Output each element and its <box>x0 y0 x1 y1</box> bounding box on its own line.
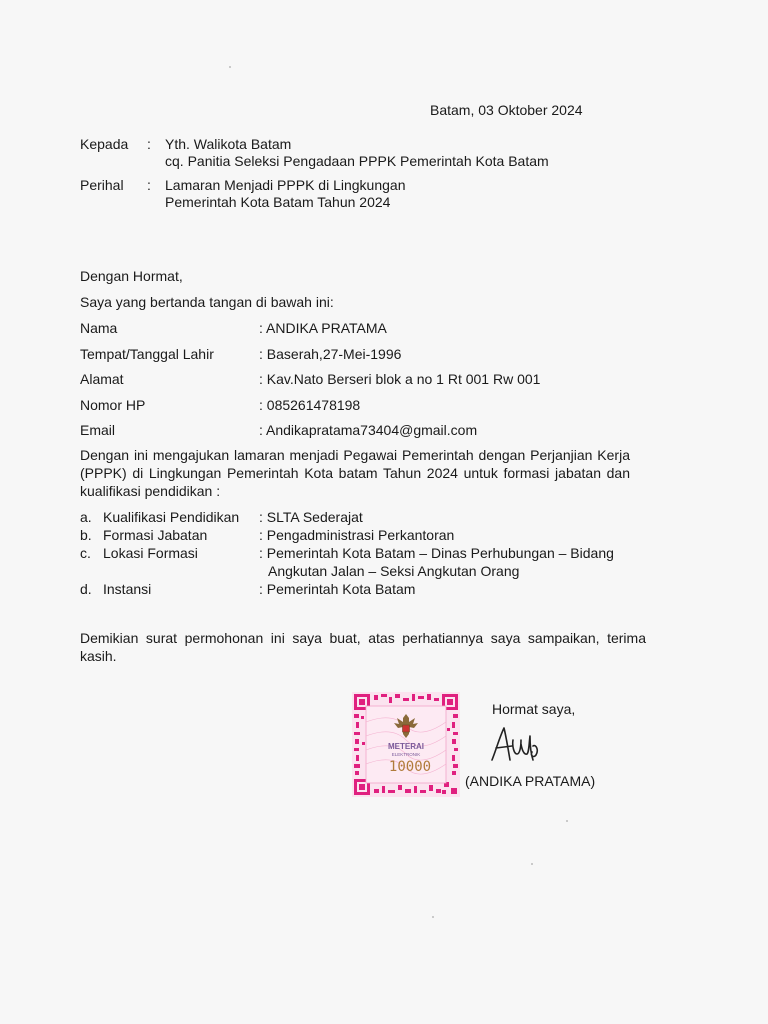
identity-value: : Andikapratama73404@gmail.com <box>259 422 478 438</box>
signatory-name: (ANDIKA PRATAMA) <box>465 773 596 789</box>
detail-label: Instansi <box>103 581 152 597</box>
identity-value: : ANDIKA PRATAMA <box>259 320 387 336</box>
detail-value: : Pemerintah Kota Batam <box>259 581 416 597</box>
perihal-colon: : <box>147 177 151 193</box>
application-paragraph: Dengan ini mengajukan lamaran menjadi Pegawai Pemerintah dengan Perjanjian Kerja (PPPK) di Lingkungan Pemerintah Kota batam Tahun 2024 untuk formasi jabatan dan kualifikasi pendidikan : <box>80 447 630 499</box>
detail-value-continuation: Angkutan Jalan – Seksi Angkutan Orang <box>268 563 520 579</box>
sign-off: Hormat saya, <box>492 701 576 717</box>
kepada-colon: : <box>147 136 151 152</box>
identity-label: Tempat/Tanggal Lahir <box>80 346 214 362</box>
stamp-value: 10000 <box>388 759 432 775</box>
identity-label: Email <box>80 422 116 438</box>
scan-speck <box>432 916 434 918</box>
scan-speck <box>566 820 568 822</box>
intro-line: Saya yang bertanda tangan di bawah ini: <box>80 294 334 310</box>
detail-marker: b. <box>80 527 92 543</box>
recipient-line-1: Yth. Walikota Batam <box>165 136 292 152</box>
detail-value: : Pemerintah Kota Batam – Dinas Perhubungan – Bidang <box>259 545 614 561</box>
detail-marker: c. <box>80 545 91 561</box>
subject-line-2: Pemerintah Kota Batam Tahun 2024 <box>165 194 391 210</box>
detail-label: Formasi Jabatan <box>103 527 208 543</box>
closing-paragraph: Demikian surat permohonan ini saya buat, atas perhatiannya saya sampaikan, terima kasih. <box>80 630 646 664</box>
date-line: Batam, 03 Oktober 2024 <box>430 102 583 118</box>
identity-label: Nama <box>80 320 118 336</box>
detail-value: : Pengadministrasi Perkantoran <box>259 527 455 543</box>
stamp-label: METERAI <box>388 742 424 751</box>
detail-value: : SLTA Sederajat <box>259 509 363 525</box>
identity-value: : Baserah,27-Mei-1996 <box>259 346 402 362</box>
identity-label: Nomor HP <box>80 397 146 413</box>
detail-marker: d. <box>80 581 92 597</box>
identity-label: Alamat <box>80 371 124 387</box>
scan-speck <box>531 863 533 865</box>
perihal-label: Perihal <box>80 177 124 193</box>
recipient-line-2: cq. Panitia Seleksi Pengadaan PPPK Pemerintah Kota Batam <box>165 153 549 169</box>
subject-line-1: Lamaran Menjadi PPPK di Lingkungan <box>165 177 406 193</box>
detail-marker: a. <box>80 509 92 525</box>
handwritten-signature <box>486 722 544 768</box>
scan-speck <box>229 66 231 68</box>
emeterai-stamp <box>352 692 460 797</box>
detail-label: Lokasi Formasi <box>103 545 198 561</box>
greeting: Dengan Hormat, <box>80 268 183 284</box>
identity-value: : Kav.Nato Berseri blok a no 1 Rt 001 Rw 001 <box>259 371 541 387</box>
identity-value: : 085261478198 <box>259 397 361 413</box>
stamp-sublabel: ELEKTRONIK <box>391 752 421 757</box>
kepada-label: Kepada <box>80 136 129 152</box>
detail-label: Kualifikasi Pendidikan <box>103 509 240 525</box>
